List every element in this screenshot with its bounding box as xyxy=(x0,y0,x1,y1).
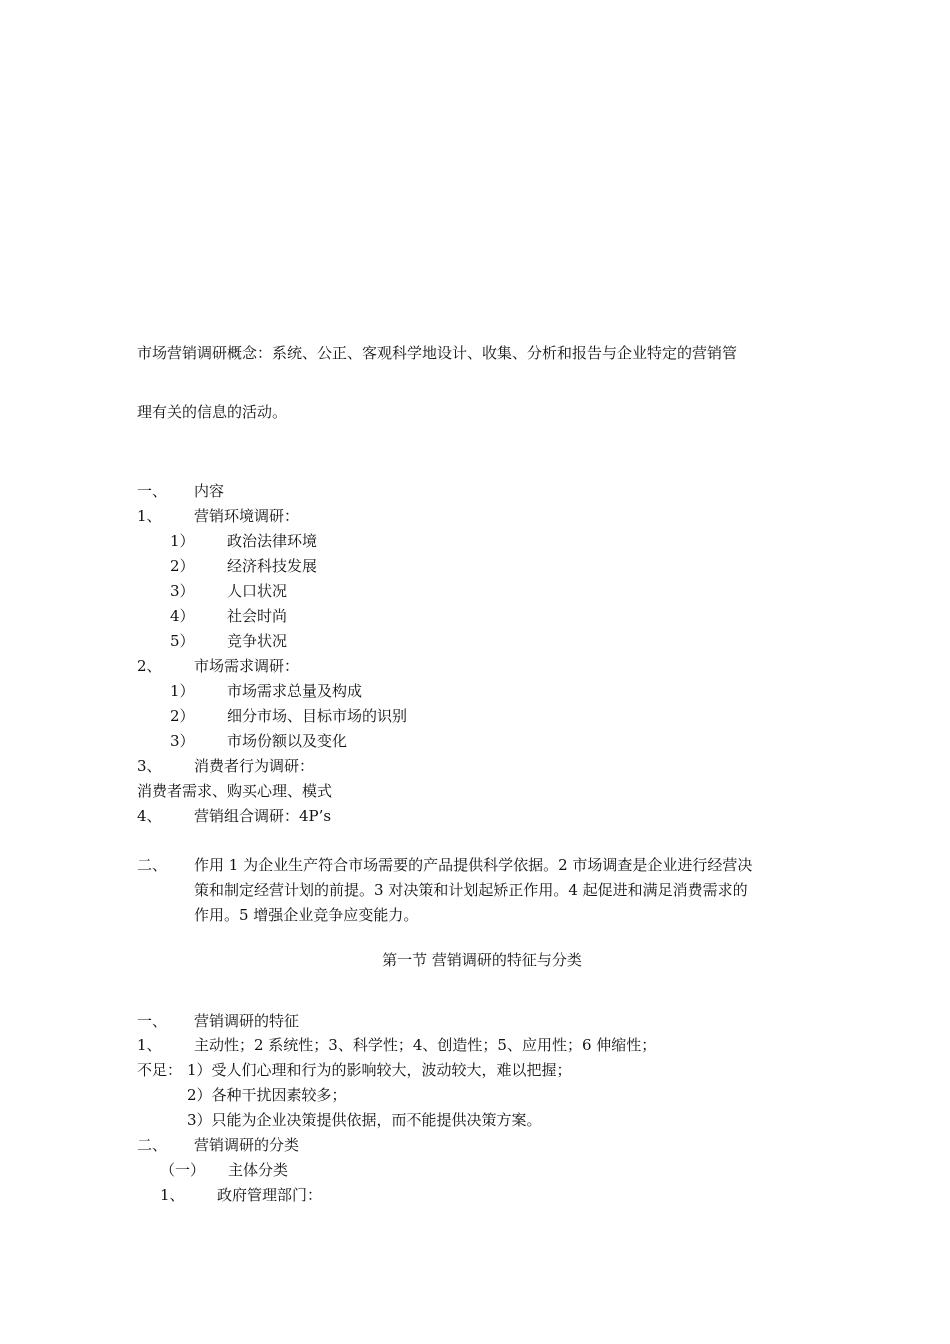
subitem-marker: 3） xyxy=(170,732,195,750)
features-marker: 一、 xyxy=(137,1012,168,1030)
features-item-marker: 1、 xyxy=(137,1036,162,1054)
subitem-marker: 5） xyxy=(170,632,195,650)
features-title: 营销调研的特征 xyxy=(194,1012,300,1030)
item-3-marker: 3、 xyxy=(137,757,162,775)
item-3-label: 消费者行为调研： xyxy=(194,757,315,775)
subitem-marker: 1） xyxy=(170,682,195,700)
subitem-marker: 2） xyxy=(170,707,195,725)
item-1-marker: 1、 xyxy=(137,507,162,525)
subitem-label: 人口状况 xyxy=(227,582,288,600)
classification-item-label: 政府管理部门： xyxy=(217,1186,323,1204)
section-1-marker: 一、 xyxy=(137,482,168,500)
classification-marker: 二、 xyxy=(137,1136,168,1154)
subitem-label: 政治法律环境 xyxy=(227,532,318,550)
subitem-label: 竞争状况 xyxy=(227,632,288,650)
section-2-line-2: 策和制定经营计划的前提。3 对决策和计划起矫正作用。4 起促进和满足消费需求的 xyxy=(194,881,748,899)
section-2-marker: 二、 xyxy=(137,856,168,874)
section-2-line-1: 作用 1 为企业生产符合市场需要的产品提供科学依据。2 市场调查是企业进行经营决 xyxy=(194,856,753,874)
shortcomings-label: 不足： xyxy=(137,1061,183,1079)
subitem-marker: 3） xyxy=(170,582,195,600)
shortcoming-item: 1）受人们心理和行为的影响较大，波动较大，难以把握； xyxy=(187,1061,572,1079)
subitem-label: 社会时尚 xyxy=(227,607,288,625)
classification-sub-marker: （一） xyxy=(160,1161,206,1179)
shortcoming-item: 3）只能为企业决策提供依据，而不能提供决策方案。 xyxy=(187,1111,542,1129)
subitem-marker: 4） xyxy=(170,607,195,625)
section-2-line-3: 作用。5 增强企业竞争应变能力。 xyxy=(194,906,419,924)
classification-item-marker: 1、 xyxy=(160,1186,185,1204)
chapter-title: 第一节 营销调研的特征与分类 xyxy=(382,951,582,969)
item-1-label: 营销环境调研： xyxy=(194,507,300,525)
classification-sub-title: 主体分类 xyxy=(228,1161,289,1179)
item-3-note: 消费者需求、购买心理、模式 xyxy=(137,782,333,800)
item-4-marker: 4、 xyxy=(137,807,162,825)
item-4-label: 营销组合调研：4P’s xyxy=(194,807,332,825)
intro-line-1: 市场营销调研概念：系统、公正、客观科学地设计、收集、分析和报告与企业特定的营销管 xyxy=(137,344,738,362)
features-item-text: 主动性；2 系统性；3、科学性；4、创造性；5、应用性；6 伸缩性； xyxy=(194,1036,657,1054)
shortcoming-item: 2）各种干扰因素较多； xyxy=(187,1086,347,1104)
item-2-label: 市场需求调研： xyxy=(194,657,300,675)
subitem-marker: 2） xyxy=(170,557,195,575)
subitem-label: 市场份额以及变化 xyxy=(227,732,348,750)
subitem-marker: 1） xyxy=(170,532,195,550)
subitem-label: 细分市场、目标市场的识别 xyxy=(227,707,408,725)
classification-title: 营销调研的分类 xyxy=(194,1136,300,1154)
subitem-label: 经济科技发展 xyxy=(227,557,318,575)
subitem-label: 市场需求总量及构成 xyxy=(227,682,363,700)
section-1-title: 内容 xyxy=(194,482,225,500)
intro-line-2: 理有关的信息的活动。 xyxy=(137,403,288,421)
item-2-marker: 2、 xyxy=(137,657,162,675)
